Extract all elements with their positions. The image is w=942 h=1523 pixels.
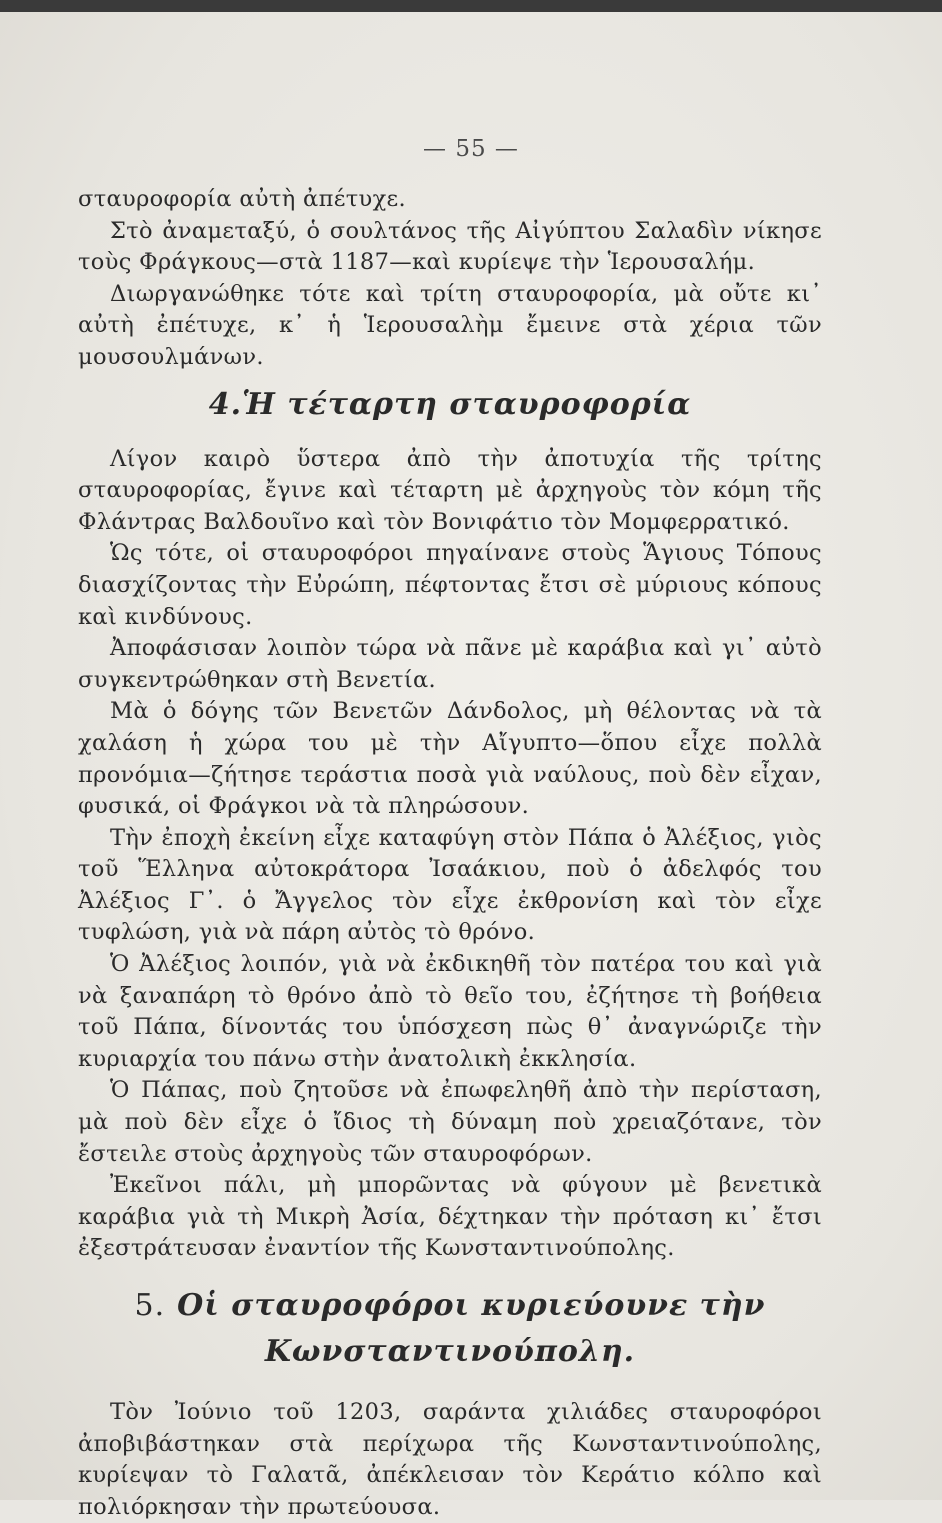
paragraph: Τὸν Ἰούνιο τοῦ 1203, σαράντα χιλιάδες σταυροφόροι ἀποβιβάστηκαν στὰ περίχωρα τῆς Κωνσταντινούπολης, κυρίεψαν τὸ Γαλατᾶ, ἀπέκλεισαν τὸν Κεράτιο κόλπο καὶ πολιόρκησαν τὴν πρωτεύουσα. bbox=[78, 1399, 822, 1520]
paragraph: Ἐκεῖνοι πάλι, μὴ μπορῶντας νὰ φύγουν μὲ βενετικὰ καράβια γιὰ τὴ Μικρὴ Ἀσία, δέχτηκαν τὴν πρόταση κι᾽ ἔτσι ἐξεστράτευσαν ἐναντίον τῆς Κωνσταντινούπολης. bbox=[78, 1172, 822, 1262]
section-4-heading bbox=[78, 386, 822, 424]
paragraph: Ὁ Πάπας, ποὺ ζητοῦσε νὰ ἐπωφεληθῆ ἀπὸ τὴν περίσταση, μὰ ποὺ δὲν εἶχε ὁ ἴδιος τὴ δύναμη ποὺ χρειαζότανε, τὸν ἔστειλε στοὺς ἀρχηγοὺς τῶν σταυροφόρων. bbox=[78, 1077, 822, 1167]
section-5-heading bbox=[78, 1283, 822, 1375]
scan-top-edge bbox=[0, 0, 942, 12]
section-title: Ἡ τέταρτη σταυροφορία bbox=[242, 386, 692, 422]
paragraph: Διωργανώθηκε τότε καὶ τρίτη σταυροφορία, μὰ οὔτε κι᾽ αὐτὴ ἐπέτυχε, κ᾽ ἡ Ἱερουσαλὴμ ἔμεινε στὰ χέρια τῶν μουσουλμάνων. bbox=[78, 280, 822, 370]
paragraph: Λίγον καιρὸ ὕστερα ἀπὸ τὴν ἀποτυχία τῆς τρίτης σταυροφορίας, ἔγινε καὶ τέταρτη μὲ ἀρχηγοὺς τὸν κόμη τῆς Φλάντρας Βαλδουῖνο καὶ τὸν Βονιφάτιο τὸν Μομφερρατικό. bbox=[78, 445, 822, 535]
section-number: 4. bbox=[208, 386, 243, 422]
paragraph: σταυροφορία αὐτὴ ἀπέτυχε. bbox=[78, 186, 407, 212]
page-number: — 55 — bbox=[423, 136, 519, 162]
paragraph: Ὡς τότε, οἱ σταυροφόροι πηγαίνανε στοὺς Ἅγιους Τόπους διασχίζοντας τὴν Εὐρώπη, πέφτοντας ἔτσι σὲ μύριους κόπους καὶ κινδύνους. bbox=[78, 540, 822, 630]
section-number: 5. bbox=[134, 1288, 166, 1323]
section-title-line-2: Κωνσταντινούπολη. bbox=[264, 1334, 636, 1369]
paragraph: Ὁ Ἀλέξιος λοιπόν, γιὰ νὰ ἐκδικηθῆ τὸν πατέρα του καὶ γιὰ νὰ ξαναπάρη τὸ θρόνο ἀπὸ τὸ θεῖο του, ἐζήτησε τὴ βοήθεια τοῦ Πάπα, δίνοντάς του ὑπόσχεση πὼς θ᾽ ἀναγνώριζε τὴν κυριαρχία του πάνω στὴν ἀνατολικὴ ἐκκλησία. bbox=[78, 951, 822, 1072]
section-title-line-1: Οἱ σταυροφόροι κυριεύουνε τὴν bbox=[177, 1288, 766, 1323]
paragraph: Στὸ ἀναμεταξύ, ὁ σουλτάνος τῆς Αἰγύπτου Σαλαδὶν νίκησε τοὺς Φράγκους—στὰ 1187—καὶ κυρίεψε τὴν Ἱερουσαλήμ. bbox=[78, 217, 822, 276]
paragraph: Μὰ ὁ δόγης τῶν Βενετῶν Δάνδολος, μὴ θέλοντας νὰ τὰ χαλάση ἡ χώρα του μὲ τὴν Αἴγυπτο—ὅπου εἶχε πολλὰ προνόμια—ζήτησε τεράστια ποσὰ γιὰ ναύλους, ποὺ δὲν εἶχαν, φυσικά, οἱ Φράγκοι νὰ τὰ πληρώσουν. bbox=[78, 698, 822, 820]
paragraph: Τὴν ἐποχὴ ἐκείνη εἶχε καταφύγη στὸν Πάπα ὁ Ἀλέξιος, γιὸς τοῦ Ἕλληνα αὐτοκράτορα Ἰσαάκιου, ποὺ ὁ ἀδελφός του Ἀλέξιος Γ᾽. ὁ Ἄγγελος τὸν εἶχε ἐκθρονίση καὶ τὸν εἶχε τυφλώση, γιὰ νὰ πάρη αὐτὸς τὸ θρόνο. bbox=[78, 824, 822, 946]
paragraph: Ἀποφάσισαν λοιπὸν τώρα νὰ πᾶνε μὲ καράβια καὶ γι᾽ αὐτὸ συγκεντρώθηκαν στὴ Βενετία. bbox=[78, 635, 822, 693]
page-body bbox=[78, 184, 822, 1523]
